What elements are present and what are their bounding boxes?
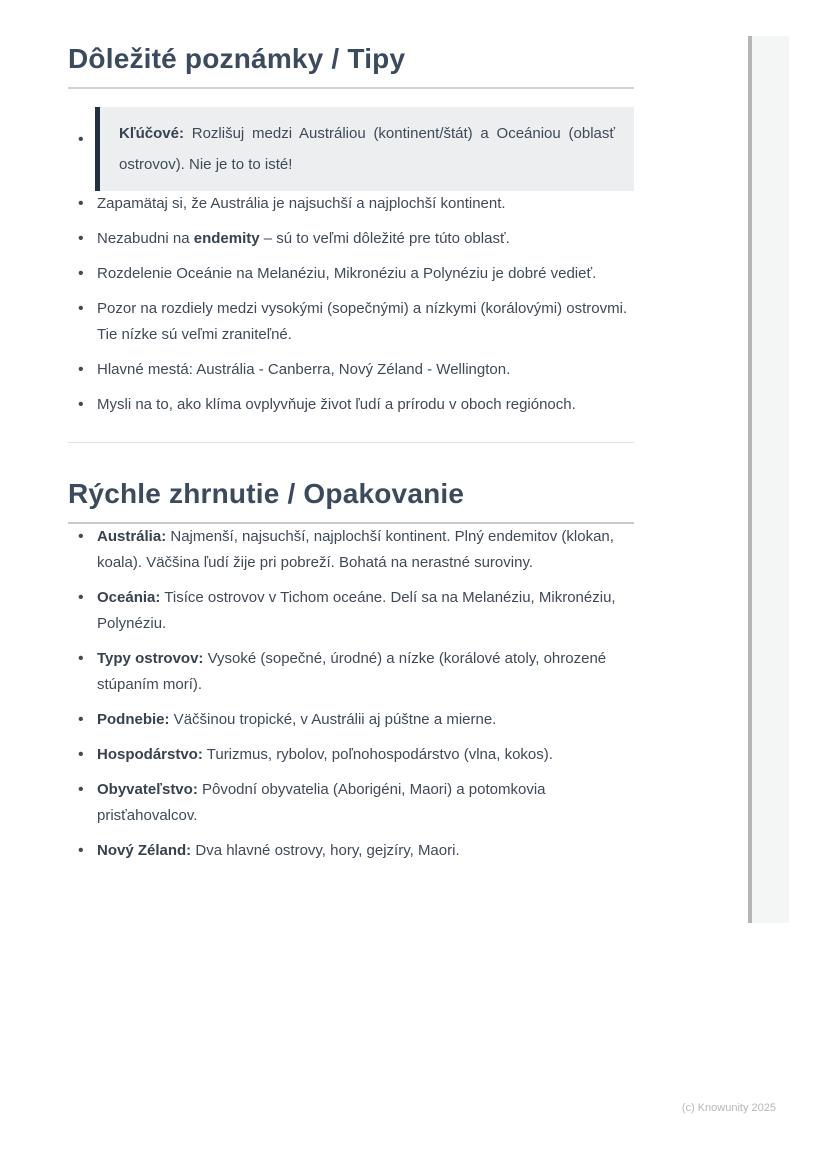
list-item-lead: Austrália: <box>97 528 167 545</box>
list-item-lead: Hospodárstvo: <box>97 746 203 763</box>
section-title-notes: Dôležité poznámky / Tipy <box>68 42 634 89</box>
list-item <box>68 524 634 576</box>
list-item-lead: Typy ostrovov: <box>97 650 204 667</box>
list-item <box>68 646 634 698</box>
list-item-text: Hlavné mestá: Austrália - Canberra, Nový Zéland - Wellington. <box>97 361 511 378</box>
callout-lead: Kľúčové: <box>119 125 184 142</box>
list-item-text: Rozdelenie Oceánie na Melanéziu, Mikronéziu a Polynéziu je dobré vedieť. <box>97 265 597 282</box>
list-item-text: Najmenší, najsuchší, najplochší kontinent. Plný endemitov (klokan, koala). Väčšina ľudí žije pri pobreží. Bohatá na nerastné suroviny. <box>97 528 614 571</box>
list-item-text: Nezabudni na <box>97 230 194 247</box>
summary-bullet-list <box>68 524 634 864</box>
list-item <box>68 777 634 829</box>
list-item <box>68 357 634 383</box>
list-item <box>68 226 634 252</box>
key-callout <box>95 107 634 191</box>
list-item <box>68 392 634 418</box>
notes-bullet-list <box>68 191 634 418</box>
list-item <box>68 585 634 637</box>
list-item-text: Turizmus, rybolov, poľnohospodárstvo (vlna, kokos). <box>202 746 553 763</box>
list-item-text: Dva hlavné ostrovy, hory, gejzíry, Maori. <box>191 842 460 859</box>
list-item-lead: Oceánia: <box>97 589 161 606</box>
page-edge-strip <box>748 36 789 923</box>
list-item <box>68 296 634 348</box>
callout-text: Rozlišuj medzi Austráliou (kontinent/štát) a Oceániou (oblasť ostrovov). Nie je to to isté! <box>119 125 615 173</box>
list-item <box>68 838 634 864</box>
list-item-text: Pôvodní obyvatelia (Aborigéni, Maori) a potomkovia prisťahovalcov. <box>97 781 546 824</box>
list-item-lead: Nový Zéland: <box>97 842 192 859</box>
list-item-lead: Obyvateľstvo: <box>97 781 198 798</box>
list-item-text: Pozor na rozdiely medzi vysokými (sopečnými) a nízkymi (korálovými) ostrovmi. Tie nízke sú veľmi zraniteľné. <box>97 300 628 343</box>
callout-list <box>68 107 634 191</box>
list-item-text: Tisíce ostrovov v Tichom oceáne. Delí sa na Melanéziu, Mikronéziu, Polynéziu. <box>97 589 616 632</box>
list-item-text: Väčšinou tropické, v Austrálii aj púštne a mierne. <box>169 711 497 728</box>
list-item <box>68 261 634 287</box>
copyright-footer: (c) Knowunity 2025 <box>681 1102 776 1114</box>
list-item <box>68 742 634 768</box>
list-item-text: Mysli na to, ako klíma ovplyvňuje život ľudí a prírodu v oboch regiónoch. <box>97 396 576 413</box>
list-item-text: – sú to veľmi dôležité pre túto oblasť. <box>259 230 510 247</box>
list-item-text: Vysoké (sopečné, úrodné) a nízke (korálové atoly, ohrozené stúpaním morí). <box>97 650 607 693</box>
list-item-text: Zapamätaj si, že Austrália je najsuchší a najplochší kontinent. <box>97 195 506 212</box>
list-item <box>68 191 634 217</box>
document-content <box>68 0 634 873</box>
section-title-summary: Rýchle zhrnutie / Opakovanie <box>68 477 634 524</box>
list-item-lead: Podnebie: <box>97 711 170 728</box>
section-divider <box>68 442 634 443</box>
list-item-bold: endemity <box>193 230 260 247</box>
list-item <box>68 707 634 733</box>
list-item <box>68 107 634 191</box>
